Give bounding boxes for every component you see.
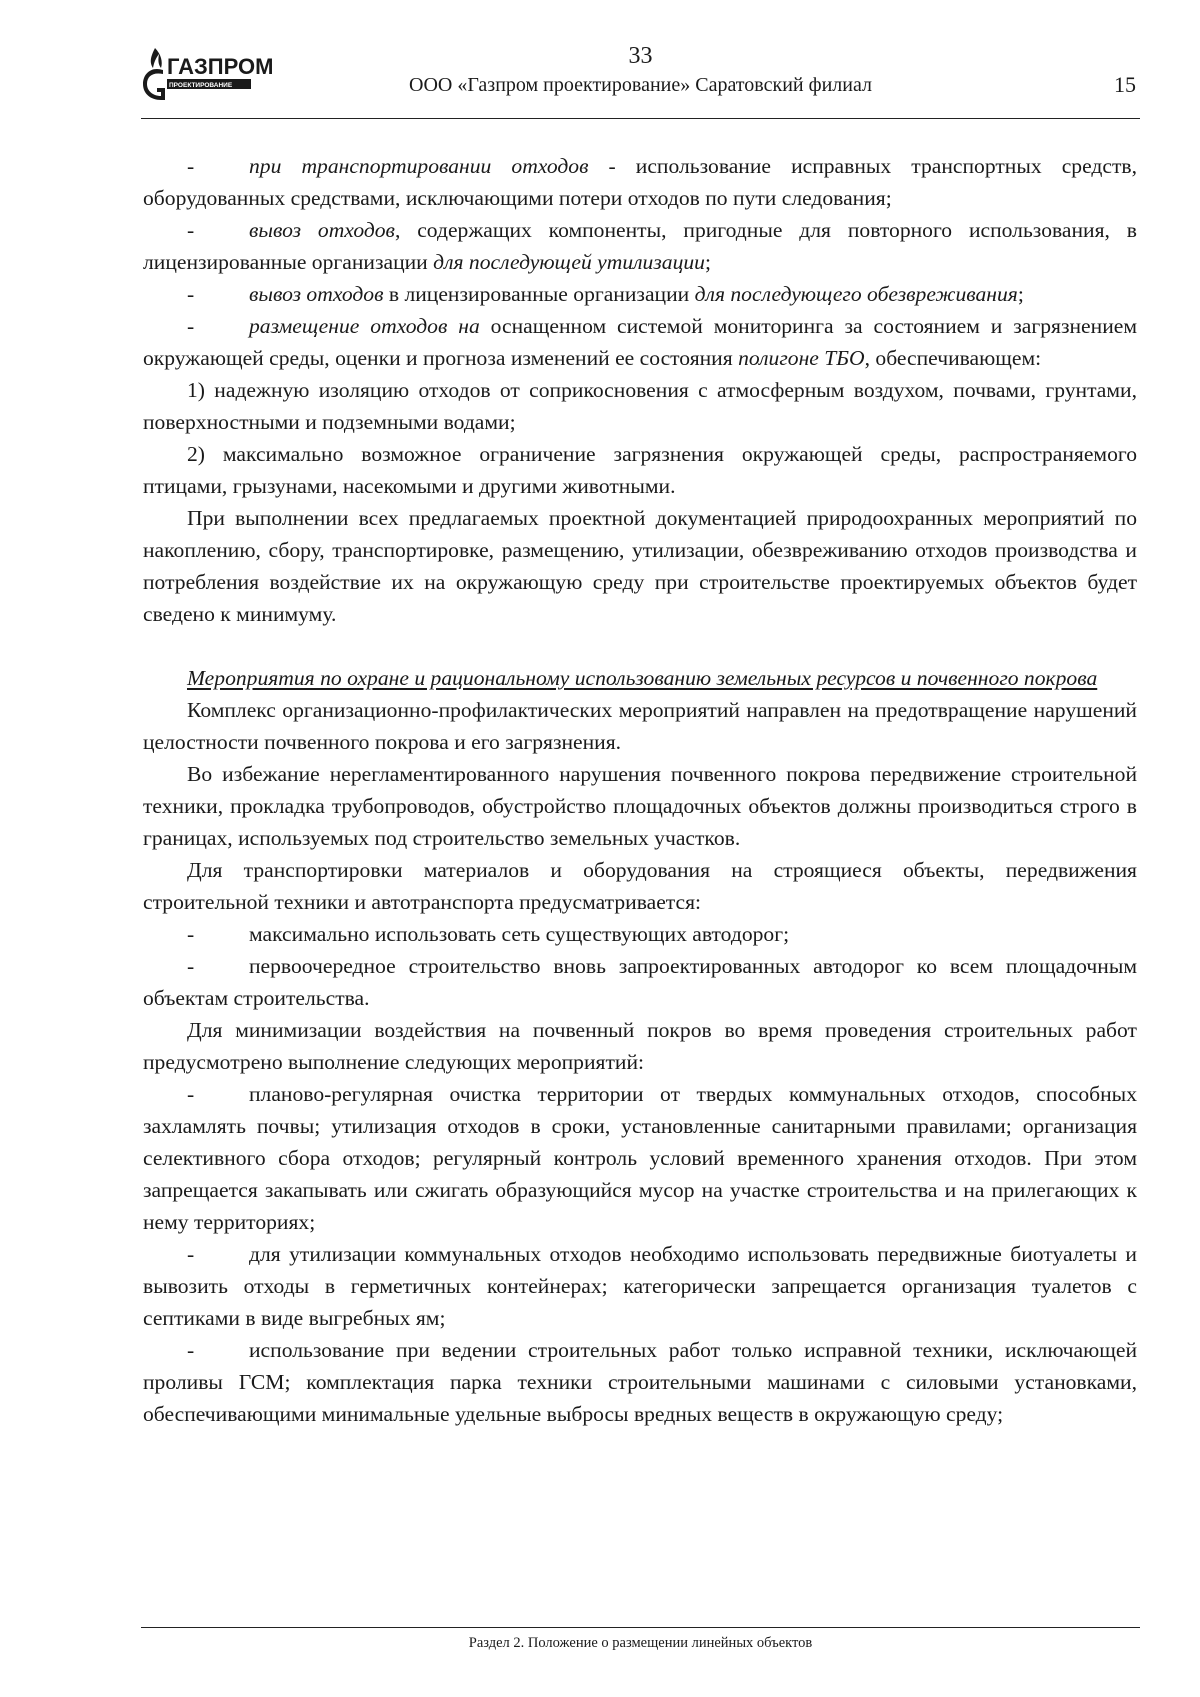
paragraph-text: в лицензированные организации xyxy=(383,282,695,306)
paragraph: Для минимизации воздействия на почвенный покров во время проведения строительных работ предусмотрено выполнение следующих мероприятий: xyxy=(143,1018,1137,1074)
italic-term: вывоз отходов xyxy=(249,282,384,306)
list-item xyxy=(143,1238,1137,1334)
italic-term: полигоне ТБО xyxy=(738,346,865,370)
paragraph xyxy=(143,278,1137,310)
paragraph: Для транспортировки материалов и оборудования на строящиеся объекты, передвижения строительной техники и автотранспорта предусматривается: xyxy=(143,858,1137,914)
list-item-text: для утилизации коммунальных отходов необходимо использовать передвижные биотуалеты и вывозить отходы в герметичных контейнерах; категорически запрещается организация туалетов с септиками в виде выгребных ям; xyxy=(143,1242,1137,1330)
page-number-right: 15 xyxy=(1114,72,1136,97)
dash-marker: - xyxy=(187,1242,195,1266)
paragraph xyxy=(143,310,1137,374)
list-item-text: использование при ведении строительных работ только исправной техники, исключающей проливы ГСМ; комплектация парка техники строительными машинами с силовыми установками, обеспечивающими минимальные удельные выбросы вредных веществ в окружающую среду; xyxy=(143,1338,1137,1426)
dash-marker: - xyxy=(187,922,195,946)
logo-wordmark: ГАЗПРОМ xyxy=(167,54,274,79)
paragraph-text: , содержащих компоненты, пригодные для повторного использования, в лицензированные организации xyxy=(143,218,1137,274)
list-item-text: максимально использовать сеть существующих автодорог; xyxy=(249,922,790,946)
list-item-text: первоочередное строительство вновь запроектированных автодорог ко всем площадочным объектам строительства. xyxy=(143,954,1137,1010)
paragraph: 1) надежную изоляцию отходов от соприкосновения с атмосферным воздухом, почвами, грунтами, поверхностными и подземными водами; xyxy=(143,378,1137,434)
paragraph-text: ; xyxy=(704,250,711,274)
paragraph: Комплекс организационно-профилактических мероприятий направлен на предотвращение нарушений целостности почвенного покрова и его загрязнения. xyxy=(143,698,1137,754)
paragraph-text: , обеспечивающем: xyxy=(864,346,1042,370)
italic-term: при транспортировании отходов xyxy=(249,154,589,178)
paragraph-text: - использование исправных транспортных средств, оборудованных средствами, исключающими потери отходов по пути следования; xyxy=(143,154,1137,210)
page-number-top: 33 xyxy=(628,43,653,69)
page-header xyxy=(141,36,1140,119)
paragraph xyxy=(143,150,1137,214)
dash-marker: - xyxy=(187,314,195,338)
paragraph: При выполнении всех предлагаемых проектной документацией природоохранных мероприятий по накоплению, сбору, транспортировке, размещению, утилизации, обезвреживанию отходов производства и потребления воздействие их на окружающую среду при строительстве проектируемых объектов будет сведено к минимуму. xyxy=(143,506,1137,626)
page-footer: Раздел 2. Положение о размещении линейных объектов xyxy=(141,1627,1140,1654)
dash-marker: - xyxy=(187,282,195,306)
list-item xyxy=(143,1078,1137,1238)
paragraph: 2) максимально возможное ограничение загрязнения окружающей среды, распространяемого птицами, грызунами, насекомыми и другими животными. xyxy=(143,442,1137,498)
paragraph-text: оснащенном системой мониторинга за состоянием и загрязнением окружающей среды, оценки и прогноза изменений ее состояния xyxy=(143,314,1137,370)
paragraph-text: ; xyxy=(1017,282,1024,306)
italic-term: вывоз отходов xyxy=(249,218,395,242)
list-item-text: планово-регулярная очистка территории от твердых коммунальных отходов, способных захламлять почвы; утилизация отходов в сроки, установленные санитарными правилами; организация селективного сбора отходов; регулярный контроль условий временного хранения отходов. При этом запрещается закапывать или сжигать образующийся мусор на участке строительства и на прилегающих к нему территориях; xyxy=(143,1082,1137,1234)
list-item xyxy=(143,950,1137,1014)
organization-name: ООО «Газпром проектирование» Саратовский филиал xyxy=(409,74,872,96)
section-heading: Мероприятия по охране и рациональному использованию земельных ресурсов и почвенного покрова xyxy=(187,666,1098,690)
dash-marker: - xyxy=(187,154,195,178)
logo-subtext: ПРОЕКТИРОВАНИЕ xyxy=(169,82,233,89)
dash-marker: - xyxy=(187,954,195,978)
italic-term: размещение отходов на xyxy=(249,314,480,338)
list-item xyxy=(143,1334,1137,1430)
dash-marker: - xyxy=(187,1338,195,1362)
paragraph: Во избежание нерегламентированного нарушения почвенного покрова передвижение строительной техники, прокладка трубопроводов, обустройство площадочных объектов должны производиться строго в границах, используемых под строительство земельных участков. xyxy=(143,762,1137,850)
list-item xyxy=(143,918,1137,950)
dash-marker: - xyxy=(187,218,195,242)
dash-marker: - xyxy=(187,1082,195,1106)
paragraph xyxy=(143,214,1137,278)
italic-term: для последующей утилизации xyxy=(433,250,705,274)
italic-term: для последующего обезвреживания xyxy=(694,282,1018,306)
document-body xyxy=(143,150,1137,1430)
